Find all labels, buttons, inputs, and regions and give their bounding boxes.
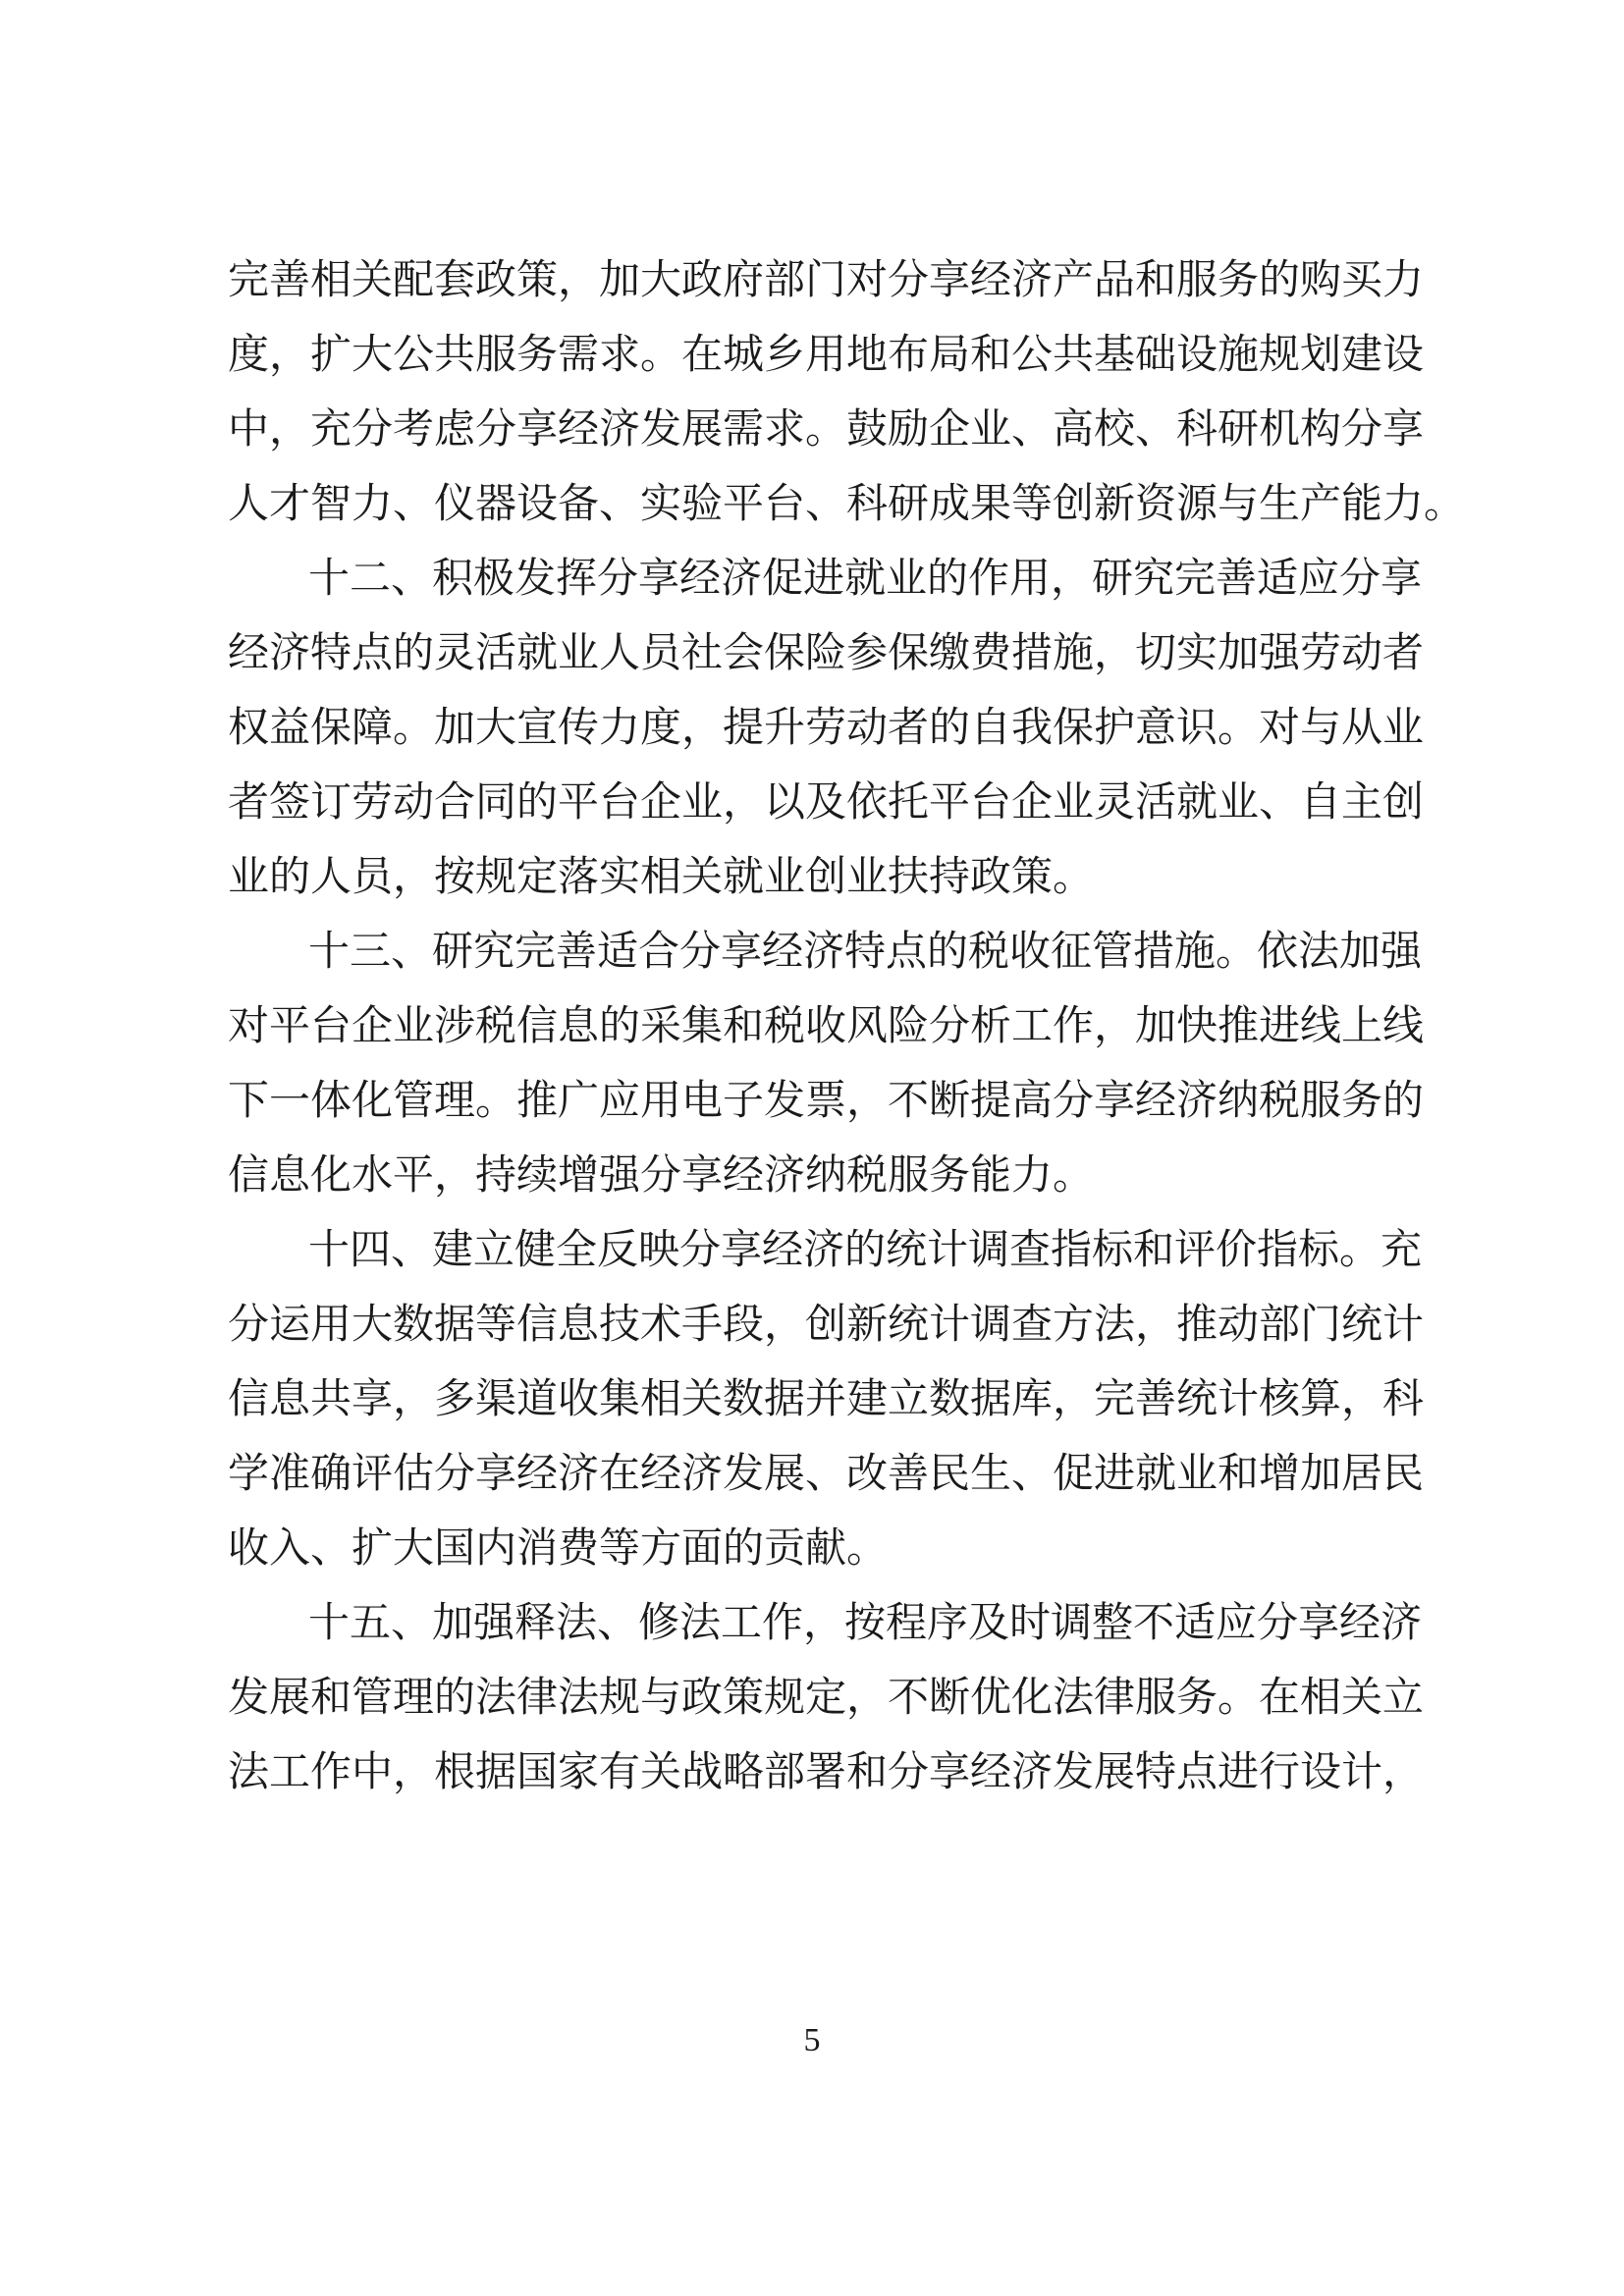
paragraph-heading-15: 十五、加强释法、修法工作，按程序及时调整不适应分享经济 <box>308 1598 1423 1646</box>
text-line: 下一体化管理。推广应用电子发票，不断提高分享经济纳税服务的 <box>228 1076 1425 1124</box>
text-line: 权益保障。加大宣传力度，提升劳动者的自我保护意识。对与从业 <box>228 703 1425 751</box>
text-line: 学准确评估分享经济在经济发展、改善民生、促进就业和增加居民 <box>228 1449 1425 1497</box>
text-line: 信息化水平，持续增强分享经济纳税服务能力。 <box>228 1150 1095 1199</box>
page-number: 5 <box>803 2022 821 2058</box>
text-line: 对平台企业涉税信息的采集和税收风险分析工作，加快推进线上线 <box>228 1001 1425 1049</box>
text-line: 者签订劳动合同的平台企业，以及依托平台企业灵活就业、自主创 <box>228 777 1425 826</box>
text-line: 中，充分考虑分享经济发展需求。鼓励企业、高校、科研机构分享 <box>228 404 1425 453</box>
text-line: 业的人员，按规定落实相关就业创业扶持政策。 <box>228 852 1095 900</box>
text-line: 分运用大数据等信息技术手段，创新统计调查方法，推动部门统计 <box>228 1300 1425 1348</box>
text-line: 度，扩大公共服务需求。在城乡用地布局和公共基础设施规划建设 <box>228 330 1425 378</box>
text-line: 经济特点的灵活就业人员社会保险参保缴费措施，切实加强劳动者 <box>228 628 1425 676</box>
text-line: 人才智力、仪器设备、实验平台、科研成果等创新资源与生产能力。 <box>228 479 1466 527</box>
text-line: 信息共享，多渠道收集相关数据并建立数据库，完善统计核算，科 <box>228 1374 1425 1422</box>
text-line: 发展和管理的法律法规与政策规定，不断优化法律服务。在相关立 <box>228 1673 1425 1721</box>
text-line: 收入、扩大国内消费等方面的贡献。 <box>228 1523 889 1572</box>
paragraph-heading-12: 十二、积极发挥分享经济促进就业的作用，研究完善适应分享 <box>308 554 1423 602</box>
paragraph-heading-14: 十四、建立健全反映分享经济的统计调查指标和评价指标。充 <box>308 1225 1423 1273</box>
paragraph-heading-13: 十三、研究完善适合分享经济特点的税收征管措施。依法加强 <box>308 927 1423 975</box>
text-line: 完善相关配套政策，加大政府部门对分享经济产品和服务的购买力 <box>228 255 1425 303</box>
text-line: 法工作中，根据国家有关战略部署和分享经济发展特点进行设计， <box>228 1747 1425 1795</box>
